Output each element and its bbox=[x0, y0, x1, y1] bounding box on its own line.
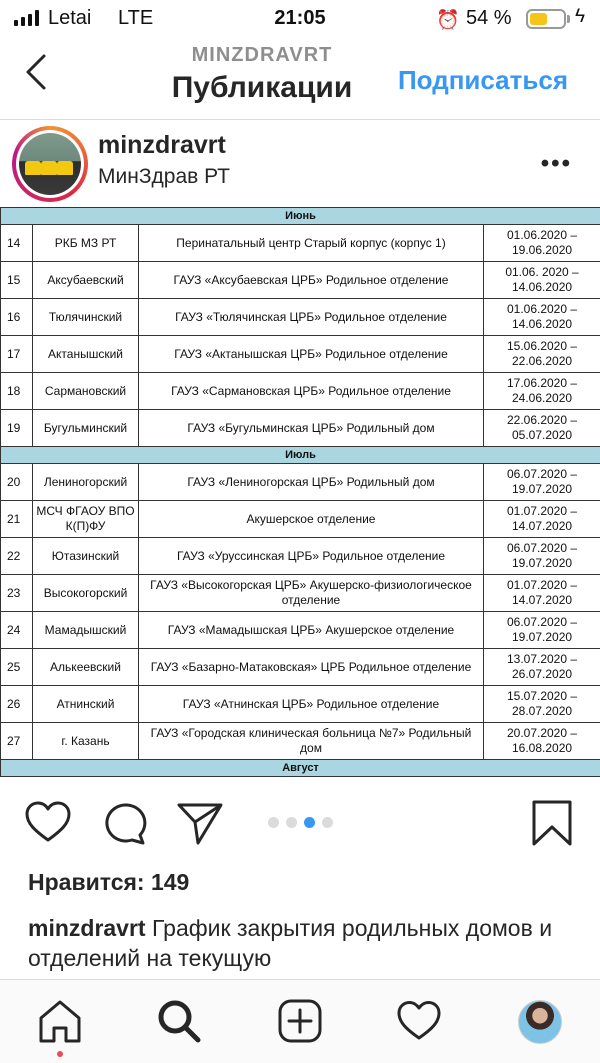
row-number: 15 bbox=[1, 262, 33, 299]
post-image[interactable] bbox=[0, 207, 600, 777]
carousel-dot-active bbox=[304, 817, 315, 828]
table-row bbox=[1, 410, 600, 447]
ambulance-photo bbox=[19, 133, 81, 195]
row-dates: 06.07.2020 – 19.07.2020 bbox=[484, 612, 600, 649]
row-number: 23 bbox=[1, 575, 33, 612]
bookmark-icon[interactable] bbox=[528, 799, 576, 847]
row-district: Тюлячинский bbox=[33, 299, 139, 336]
row-district: Аксубаевский bbox=[33, 262, 139, 299]
row-number: 14 bbox=[1, 225, 33, 262]
post-actions bbox=[0, 777, 600, 867]
account-name-caps: MINZDRAVRT bbox=[191, 44, 333, 66]
nav-header bbox=[0, 38, 600, 120]
row-district: Лениногорский bbox=[33, 464, 139, 501]
row-dates: 17.06.2020 – 24.06.2020 bbox=[484, 373, 600, 410]
row-facility: ГАУЗ «Аксубаевская ЦРБ» Родильное отделение bbox=[139, 262, 484, 299]
table-row bbox=[1, 575, 600, 612]
row-dates: 01.06.2020 – 19.06.2020 bbox=[484, 225, 600, 262]
month-label: Июнь bbox=[1, 208, 600, 225]
row-district: Мамадышский bbox=[33, 612, 139, 649]
table-row bbox=[1, 649, 600, 686]
alarm-icon: ⏰ bbox=[436, 10, 460, 31]
table-row bbox=[1, 373, 600, 410]
more-dots-icon[interactable]: ••• bbox=[540, 150, 572, 177]
row-district: Сармановский bbox=[33, 373, 139, 410]
row-dates: 01.07.2020 – 14.07.2020 bbox=[484, 575, 600, 612]
row-number: 18 bbox=[1, 373, 33, 410]
likes-count[interactable]: Нравится: 149 bbox=[28, 869, 190, 895]
row-facility: ГАУЗ «Тюлячинская ЦРБ» Родильное отделение bbox=[139, 299, 484, 336]
row-facility: ГАУЗ «Актанышская ЦРБ» Родильное отделение bbox=[139, 336, 484, 373]
month-label: Июль bbox=[1, 447, 600, 464]
row-number: 16 bbox=[1, 299, 33, 336]
month-header-row bbox=[1, 208, 600, 225]
row-facility: ГАУЗ «Атнинская ЦРБ» Родильное отделение bbox=[139, 686, 484, 723]
row-district: г. Казань bbox=[33, 723, 139, 760]
row-dates: 06.07.2020 – 19.07.2020 bbox=[484, 464, 600, 501]
carousel-dot bbox=[286, 817, 297, 828]
row-district: Актанышский bbox=[33, 336, 139, 373]
row-district: Алькеевский bbox=[33, 649, 139, 686]
carousel-indicator bbox=[0, 817, 600, 828]
table-row bbox=[1, 723, 600, 760]
row-facility: ГАУЗ «Базарно-Матаковская» ЦРБ Родильное отделение bbox=[139, 649, 484, 686]
row-district: РКБ МЗ РТ bbox=[33, 225, 139, 262]
network-type: LTE bbox=[118, 7, 154, 29]
row-number: 22 bbox=[1, 538, 33, 575]
row-number: 24 bbox=[1, 612, 33, 649]
row-dates: 01.06.2020 – 14.06.2020 bbox=[484, 299, 600, 336]
new-post-icon[interactable] bbox=[277, 998, 323, 1044]
row-number: 26 bbox=[1, 686, 33, 723]
clock: 21:05 bbox=[274, 7, 326, 29]
row-dates: 01.07.2020 – 14.07.2020 bbox=[484, 501, 600, 538]
profile-avatar[interactable] bbox=[518, 1000, 562, 1044]
table-row bbox=[1, 612, 600, 649]
charging-bolt-icon: ϟ bbox=[575, 6, 586, 27]
table-row bbox=[1, 262, 600, 299]
row-number: 19 bbox=[1, 410, 33, 447]
month-header-row bbox=[1, 760, 600, 777]
row-facility: ГАУЗ «Лениногорская ЦРБ» Родильный дом bbox=[139, 464, 484, 501]
post-header bbox=[0, 121, 600, 207]
battery-icon bbox=[526, 9, 566, 29]
table-row bbox=[1, 538, 600, 575]
subscribe-button[interactable]: Подписаться bbox=[397, 65, 568, 95]
row-dates: 15.07.2020 – 28.07.2020 bbox=[484, 686, 600, 723]
row-facility: Перинатальный центр Старый корпус (корпус 1) bbox=[139, 225, 484, 262]
row-dates: 20.07.2020 – 16.08.2020 bbox=[484, 723, 600, 760]
row-dates: 01.06. 2020 – 14.06.2020 bbox=[484, 262, 600, 299]
carrier-name: Letai bbox=[48, 7, 92, 29]
avatar[interactable] bbox=[12, 126, 88, 202]
row-dates: 13.07.2020 – 26.07.2020 bbox=[484, 649, 600, 686]
row-district: Высокогорский bbox=[33, 575, 139, 612]
bottom-tab-bar bbox=[0, 979, 600, 1063]
row-number: 17 bbox=[1, 336, 33, 373]
post-full-name: МинЗдрав РТ bbox=[98, 165, 230, 188]
row-dates: 15.06.2020 – 22.06.2020 bbox=[484, 336, 600, 373]
home-icon[interactable] bbox=[37, 998, 83, 1044]
row-district: МСЧ ФГАОУ ВПО К(П)ФУ bbox=[33, 501, 139, 538]
notification-dot bbox=[57, 1051, 63, 1057]
row-number: 25 bbox=[1, 649, 33, 686]
row-dates: 22.06.2020 – 05.07.2020 bbox=[484, 410, 600, 447]
row-dates: 06.07.2020 – 19.07.2020 bbox=[484, 538, 600, 575]
month-header-row bbox=[1, 447, 600, 464]
row-facility: ГАУЗ «Уруссинская ЦРБ» Родильное отделение bbox=[139, 538, 484, 575]
table-row bbox=[1, 464, 600, 501]
post-caption bbox=[28, 913, 573, 973]
row-facility: Акушерское отделение bbox=[139, 501, 484, 538]
row-number: 27 bbox=[1, 723, 33, 760]
battery-percent: 54 % bbox=[466, 7, 512, 29]
row-facility: ГАУЗ «Бугульминская ЦРБ» Родильный дом bbox=[139, 410, 484, 447]
row-facility: ГАУЗ «Городская клиническая больница №7» Родильный дом bbox=[139, 723, 484, 760]
status-bar bbox=[0, 0, 600, 38]
caption-text: График закрытия родильных домов и отделений на текущую bbox=[28, 915, 553, 971]
caption-username[interactable]: minzdravrt bbox=[28, 915, 146, 941]
table-row bbox=[1, 686, 600, 723]
row-district: Бугульминский bbox=[33, 410, 139, 447]
row-number: 21 bbox=[1, 501, 33, 538]
carousel-dot bbox=[268, 817, 279, 828]
row-facility: ГАУЗ «Сармановская ЦРБ» Родильное отделение bbox=[139, 373, 484, 410]
table-row bbox=[1, 336, 600, 373]
row-number: 20 bbox=[1, 464, 33, 501]
carousel-dot bbox=[322, 817, 333, 828]
table-row bbox=[1, 299, 600, 336]
search-icon[interactable] bbox=[156, 998, 202, 1044]
table-row bbox=[1, 225, 600, 262]
row-district: Атнинский bbox=[33, 686, 139, 723]
row-district: Ютазинский bbox=[33, 538, 139, 575]
post-username[interactable]: minzdravrt bbox=[98, 131, 226, 159]
row-facility: ГАУЗ «Высокогорская ЦРБ» Акушерско-физиологическое отделение bbox=[139, 575, 484, 612]
schedule-table bbox=[0, 207, 600, 777]
row-facility: ГАУЗ «Мамадышская ЦРБ» Акушерское отделение bbox=[139, 612, 484, 649]
month-label: Август bbox=[1, 760, 600, 777]
table-row bbox=[1, 501, 600, 538]
page-title: Публикации bbox=[171, 71, 353, 104]
activity-heart-icon[interactable] bbox=[396, 998, 442, 1044]
